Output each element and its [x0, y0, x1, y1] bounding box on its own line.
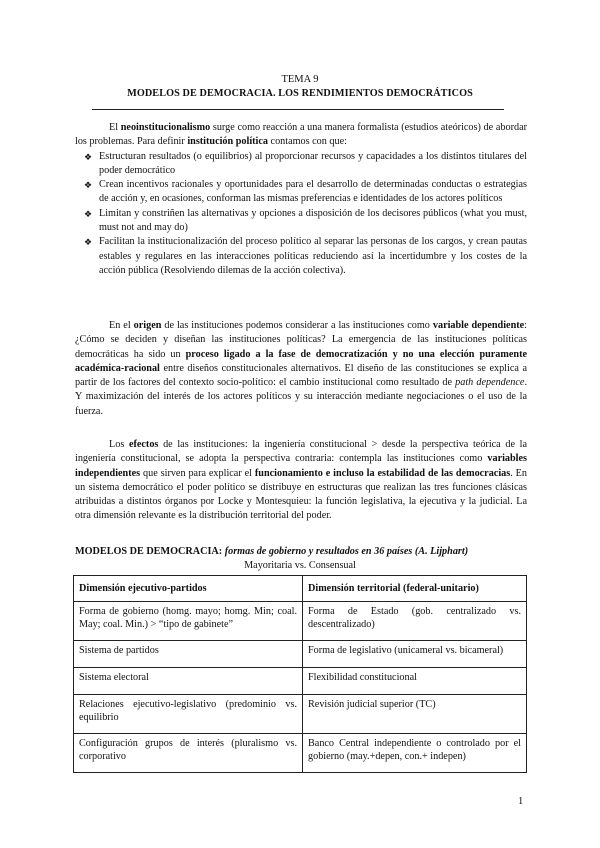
origen-paragraph [75, 319, 527, 419]
origen-text [75, 319, 527, 419]
term-origen: origen [133, 320, 162, 331]
diamond-bullet-icon: ❖ [84, 208, 93, 219]
table-row [74, 694, 527, 733]
list-item [75, 207, 527, 236]
text-run: de las instituciones podemos considerar a las instituciones como [161, 320, 433, 331]
title-divider [92, 109, 504, 110]
list-item-text: Estructuran resultados (o equilibrios) al proporcionar recursos y capacidades a los distintos titulares del poder democrático [99, 150, 527, 176]
efectos-paragraph [75, 438, 527, 524]
topic-number: TEMA 9 [281, 74, 319, 85]
term-efectos: efectos [128, 439, 159, 450]
term-path-dependence: path dependence [455, 377, 525, 389]
list-item-text: Crean incentivos racionales y oportunidades para el desarrollo de determinadas conductas o estrategias de acción y, en ocasiones, conforman las mismas preferencias e identidades de los actores políticos [99, 179, 527, 205]
diamond-bullet-icon: ❖ [84, 151, 93, 162]
section-title-italic: formas de gobierno y resultados en 36 países (A. Lijphart) [224, 546, 469, 557]
text-run: de las instituciones: la ingeniería constitucional > desde la perspectiva teórica de la ingeniería constitucional, se adopta la perspectiva contraria: contempla las instituciones como [75, 439, 528, 465]
term-neoinstitucionalismo: neoinstitucionalismo [120, 122, 211, 133]
section-title-bold: MODELOS DE DEMOCRACIA: [75, 546, 225, 557]
table-cell: Sistema electoral [74, 667, 303, 694]
efectos-text [75, 438, 527, 524]
table-header-row [74, 576, 527, 602]
page-title: MODELOS DE DEMOCRACIA. LOS RENDIMIENTOS DEMOCRÁTICOS [127, 88, 473, 99]
term-institucion-politica: institución política [187, 136, 268, 148]
list-item [75, 235, 527, 278]
section-title [75, 545, 527, 559]
table-cell: Sistema de partidos [74, 640, 303, 667]
table-cell: Revisión judicial superior (TC) [303, 694, 527, 733]
text-run: surge como reacción a una manera formalista (estudios ateóricos) de abordar los problemas. Para definir [75, 122, 527, 148]
term-proceso-democratizacion: proceso ligado a la fase de democratización y no una elección puramente académica-racional [75, 348, 527, 374]
intro-section [75, 121, 527, 278]
term-variable-dependiente: variable dependiente [432, 320, 525, 331]
table-cell: Flexibilidad constitucional [303, 667, 527, 694]
table-cell: Forma de gobierno (homg. mayo; homg. Min; coal. May; coal. Min.) > “tipo de gabinete” [74, 601, 303, 640]
text-run: . Y maximización del interés de los actores políticos y su interacción mediante negociaciones o el uso de la fuerza. [75, 377, 527, 417]
column-header-territorial: Dimensión territorial (federal-unitario) [303, 576, 527, 602]
text-run: entre diseños constitucionales alternativos. El diseño de las constituciones se explica a partir de los factores del contexto socio-político: el cambio institucional como resultado de [75, 362, 527, 389]
table-row [74, 601, 527, 640]
intro-paragraph [75, 121, 527, 150]
text-run: Los [109, 439, 129, 450]
table-cell: Banco Central independiente o controlado por el gobierno (may.+depen, con.+ indepen) [303, 733, 527, 772]
bullet-list [75, 150, 527, 279]
text-run: En el [109, 320, 134, 331]
list-item-text: Limitan y constriñen las alternativas y opciones a disposición de los decisores públicos (what you must, must not and may do) [99, 207, 527, 234]
text-run: : ¿Cómo se deciden y diseñan las instituciones políticas? La emergencia de las instituciones políticas democráticas ha sido un [75, 320, 527, 360]
text-run: contamos con que: [268, 136, 347, 148]
list-item [75, 150, 527, 179]
table-cell: Configuración grupos de interés (pluralismo vs. corporativo [74, 733, 303, 772]
term-variables-independientes: variables independientes [75, 453, 527, 479]
table-row [74, 733, 527, 772]
democracy-dimensions-table [73, 575, 527, 773]
diamond-bullet-icon: ❖ [84, 237, 93, 248]
term-funcionamiento-estabilidad: funcionamiento e incluso la estabilidad de las democracias [254, 467, 511, 479]
list-item-text: Facilitan la institucionalización del proceso político al separar las personas de los cargos, y crean pautas estables y regulares en las interacciones políticas reduciendo así la incertidumbre y los costes de la acción pública (Resolviendo dilemas de la acción colectiva). [99, 236, 527, 276]
table-cell: Forma de legislativo (unicameral vs. bicameral) [303, 640, 527, 667]
text-run: . En un sistema democrático el poder político se distribuye en estructuras que realizan las tres funciones clásicas atribuidas a distintos órganos por Locke y Montesquieu: la función legislativa, la ejecutiva y la judicial. La otra dimensión relevante es la distribución territorial del poder. [75, 467, 527, 522]
table-cell: Forma de Estado (gob. centralizado vs. descentralizado) [303, 601, 527, 640]
page-number: 1 [518, 796, 524, 807]
table-row [74, 667, 527, 694]
section-subtitle: Mayoritaria vs. Consensual [244, 560, 356, 571]
diamond-bullet-icon: ❖ [84, 180, 93, 191]
table-cell: Relaciones ejecutivo-legislativo (predominio vs. equilibrio [74, 694, 303, 733]
table-row [74, 640, 527, 667]
column-header-ejecutivo-partidos: Dimensión ejecutivo-partidos [74, 576, 303, 602]
list-item [75, 178, 527, 207]
text-run: que sirven para explicar el [140, 467, 255, 479]
text-run: El [109, 122, 121, 133]
